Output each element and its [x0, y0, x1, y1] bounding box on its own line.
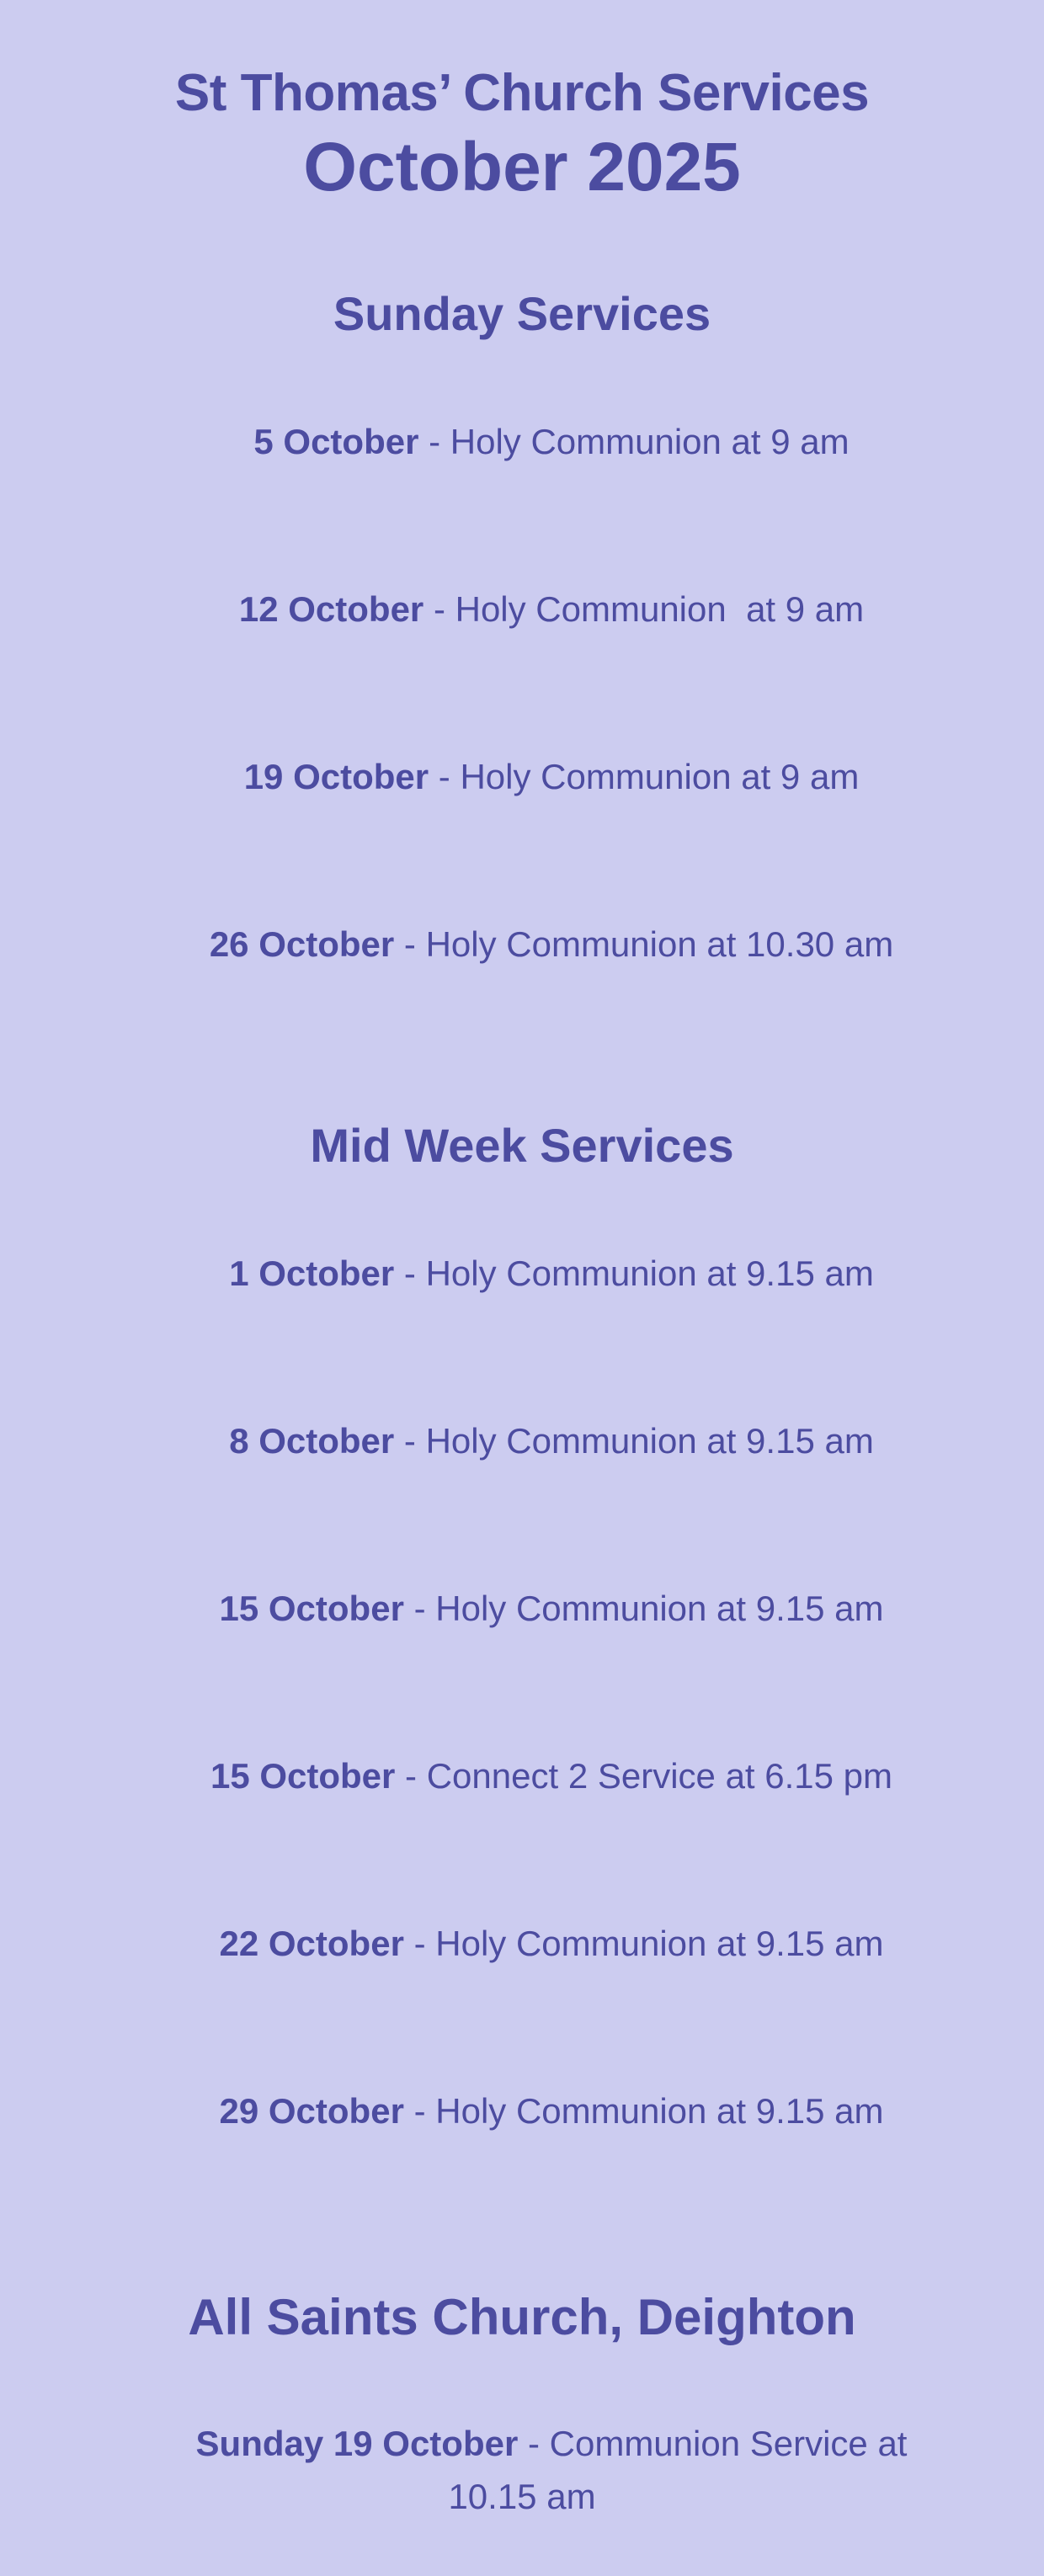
service-detail: Holy Communion at 10.30 am [425, 924, 894, 965]
service-entry [34, 694, 1010, 861]
service-date: 12 October [238, 589, 424, 630]
section-heading-sunday: Sunday Services [333, 287, 711, 341]
service-entry [34, 2364, 1010, 2576]
service-separator: - [394, 1421, 426, 1461]
service-detail: Holy Communion at 9.15 am [435, 1924, 884, 1964]
service-detail: Holy Communion at 9 am [460, 757, 860, 797]
service-entry [34, 2028, 1010, 2195]
service-date: 22 October [219, 1924, 404, 1964]
service-entry [34, 861, 1010, 1029]
service-entry [34, 359, 1010, 526]
service-separator: - [395, 1756, 427, 1796]
service-detail: Holy Communion at 9 am [450, 422, 850, 462]
service-detail: Holy Communion at 9.15 am [425, 1253, 874, 1293]
service-separator: - [418, 422, 450, 462]
service-detail: Connect 2 Service at 6.15 pm [426, 1756, 893, 1796]
section-heading-all-saints: All Saints Church, Deighton [188, 2289, 856, 2346]
service-separator: - [518, 2424, 550, 2464]
service-date: 8 October [229, 1421, 395, 1461]
poster-title-month: October 2025 [303, 129, 741, 205]
service-separator: - [423, 589, 455, 630]
service-detail: Holy Communion at 9.15 am [435, 2091, 884, 2132]
service-detail: Holy Communion at 9 am [455, 589, 865, 630]
section-all-saints-church [34, 2290, 1010, 2576]
service-separator: - [394, 1253, 426, 1293]
service-entry [34, 1358, 1010, 1525]
service-date: 15 October [219, 1589, 404, 1629]
service-date: 5 October [253, 422, 419, 462]
service-detail: Holy Communion at 9.15 am [425, 1421, 874, 1461]
service-separator: - [394, 924, 426, 965]
service-detail: Communion Service at 10.15 am [448, 2424, 918, 2517]
service-separator: - [403, 2091, 436, 2132]
service-detail: Holy Communion at 9.15 am [435, 1589, 884, 1629]
service-entry [34, 1525, 1010, 1693]
service-separator: - [403, 1589, 436, 1629]
service-date: 1 October [229, 1253, 395, 1293]
service-date: 29 October [219, 2091, 404, 2132]
service-separator: - [429, 757, 461, 797]
section-mid-week-services [34, 1120, 1010, 2195]
service-entry [34, 1693, 1010, 1860]
poster-title-primary: St Thomas’ Church Services [174, 64, 870, 122]
service-date: Sunday 19 October [195, 2424, 519, 2464]
service-entry [34, 526, 1010, 694]
service-date: 19 October [243, 757, 429, 797]
section-heading-midweek: Mid Week Services [310, 1119, 734, 1172]
service-separator: - [403, 1924, 436, 1964]
section-sunday-services [34, 288, 1010, 1029]
service-entry [34, 1190, 1010, 1358]
service-date: 15 October [210, 1756, 396, 1796]
service-date: 26 October [209, 924, 395, 965]
service-entry [34, 1860, 1010, 2028]
